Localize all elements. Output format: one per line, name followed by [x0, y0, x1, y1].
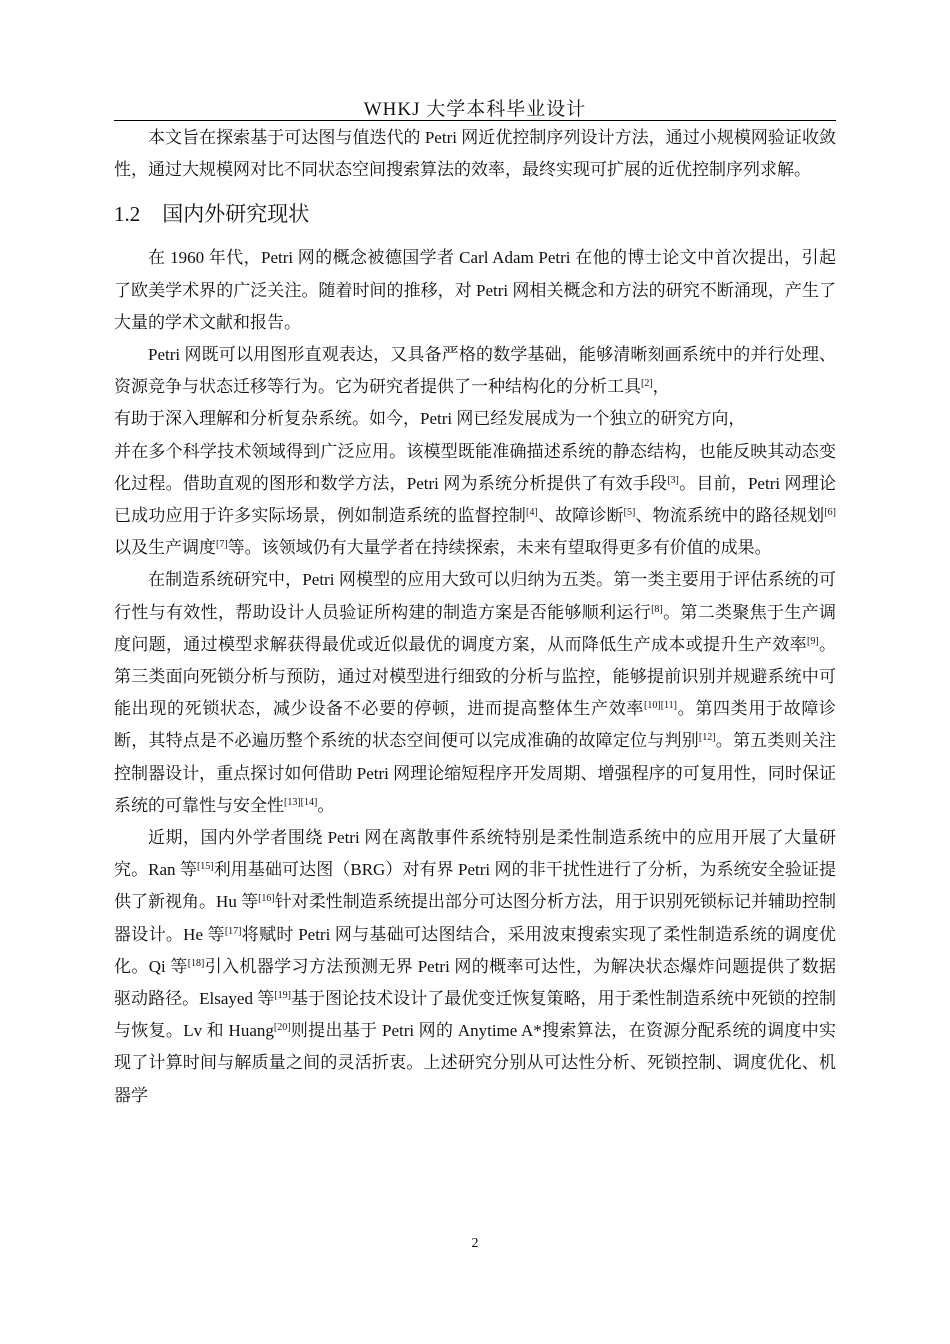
citation: [20] — [273, 1022, 291, 1034]
citation: [4] — [526, 507, 538, 519]
paragraph-manufacturing — [114, 564, 836, 822]
text-span: 。第三类面向死锁分析与预防，通过对模型进行细致的分析与监控，能够提前识别并规避系统中可能出现的死锁状态，减少设备不必要的停顿，进而提高整体生产效率 — [114, 634, 837, 719]
running-header: WHKJ 大学本科毕业设计 — [363, 99, 587, 120]
paragraph-recent-research — [114, 822, 836, 1112]
text-span: 等。该领域仍有大量学者在持续探索，未来有望取得更多有价值的成果。 — [227, 538, 772, 558]
text-span: 。 — [317, 795, 335, 815]
text-span: 引入机器学习方法预测无界 Petri 网的概率可达性，为解决状态爆炸问题提供了数据驱动路径。Elsayed 等 — [114, 956, 837, 1009]
page-number: 2 — [471, 1236, 479, 1251]
paragraph-history: 在 1960 年代，Petri 网的概念被德国学者 Carl Adam Petri 在他的博士论文中首次提出，引起了欧美学术界的广泛关注。随着时间的推移，对 Petri 网相关概念和方法的研究不断涌现，产生了大量的学术文献和报告。 — [114, 248, 836, 332]
citation: [9] — [807, 635, 819, 647]
text-span: ， — [652, 377, 670, 397]
text-span: 针对柔性制造系统提出部分可达图分析方法，用于识别死锁标记并辅助控制器设计。He 等 — [114, 892, 837, 944]
text-span: 、物流系统中的路径规划 — [635, 506, 825, 526]
paragraph-petri-overview — [114, 339, 836, 403]
section-number: 1.2 — [114, 202, 141, 227]
citation: [12] — [698, 732, 716, 744]
text-span: 。目前，Petri 网理论已成功应用于许多实际场景，例如制造系统的监督控制 — [114, 473, 836, 526]
text-span: 、故障诊断 — [537, 506, 624, 526]
header-rule — [114, 120, 836, 121]
text-span: 则提出基于 Petri 网的 Anytime A*搜索算法，在资源分配系统的调度中实现了计算时间与解质量之间的灵活折衷。上述研究分别从可达性分析、死锁控制、调度优化、机器学 — [114, 1021, 836, 1105]
text-span: 近期，国内外学者围绕 Petri 网在离散事件系统特别是柔性制造系统中的应用开展了大量研究。Ran 等 — [114, 828, 836, 880]
text-span: 。第五类则关注控制器设计，重点探讨如何借助 Petri 网理论缩短程序开发周期、增强程序的可复用性，同时保证系统的可靠性与安全性 — [114, 731, 836, 815]
text-span: 利用基础可达图（BRG）对有界 Petri 网的非干扰性进行了分析，为系统安全验证提供了新视角。Hu 等 — [114, 860, 837, 912]
text-span: 在制造系统研究中，Petri 网模型的应用大致可以归纳为五类。第一类主要用于评估系统的可行性与有效性，帮助设计人员验证所构建的制造方案是否能够顺利运行 — [114, 570, 836, 622]
citation: [19] — [274, 990, 291, 1002]
citation: [16] — [258, 893, 275, 905]
citation: [17] — [224, 925, 242, 937]
page-content — [114, 122, 836, 1112]
citation: [18] — [187, 957, 205, 969]
text-span: Petri 网既可以用图形直观表达，又具备严格的数学基础，能够清晰刻画系统中的并行处理、资源竞争与状态迁移等行为。它为研究者提供了一种结构化的分析工具 — [114, 345, 836, 397]
text-span: 。第四类用于故障诊断，其特点是不必遍历整个系统的状态空间便可以完成准确的故障定位与判别 — [114, 699, 837, 751]
section-title: 国内外研究现状 — [162, 202, 310, 227]
paragraph-petri-overview-line: 有助于深入理解和分析复杂系统。如今，Petri 网已经发展成为一个独立的研究方向， — [114, 409, 746, 429]
citation: [6] — [824, 507, 837, 519]
citation: [5] — [623, 507, 636, 519]
paragraph-petri-overview-cont — [114, 436, 836, 565]
citation: [7] — [216, 539, 228, 551]
citation: [15] — [196, 861, 214, 873]
text-span: 以及生产调度 — [114, 538, 216, 558]
text-span: 将赋时 Petri 网与基础可达图结合，采用波束搜索实现了柔性制造系统的调度优化。Qi 等 — [114, 924, 837, 976]
citation: [3] — [667, 474, 679, 486]
citation: [10][11] — [644, 700, 677, 712]
citation: [8] — [651, 603, 663, 615]
text-span: 并在多个科学技术领域得到广泛应用。该模型既能准确描述系统的静态结构，也能反映其动态变化过程。借助直观的图形和数学方法，Petri 网为系统分析提供了有效手段 — [114, 441, 836, 493]
intro-paragraph: 本文旨在探索基于可达图与值迭代的 Petri 网近优控制序列设计方法，通过小规模网验证收敛性，通过大规模网对比不同状态空间搜索算法的效率，最终实现可扩展的近优控制序列求解。 — [114, 128, 836, 180]
citation: [2] — [641, 378, 653, 390]
text-span: 基于图论技术设计了最优变迁恢复策略，用于柔性制造系统中死锁的控制与恢复。Lv 和 Huang — [114, 989, 836, 1041]
text-span: 。第二类聚焦于生产调度问题，通过模型求解获得最优或近似最优的调度方案，从而降低生产成本或提升生产效率 — [114, 602, 837, 654]
citation: [13][14] — [284, 796, 318, 808]
section-heading — [114, 196, 836, 232]
